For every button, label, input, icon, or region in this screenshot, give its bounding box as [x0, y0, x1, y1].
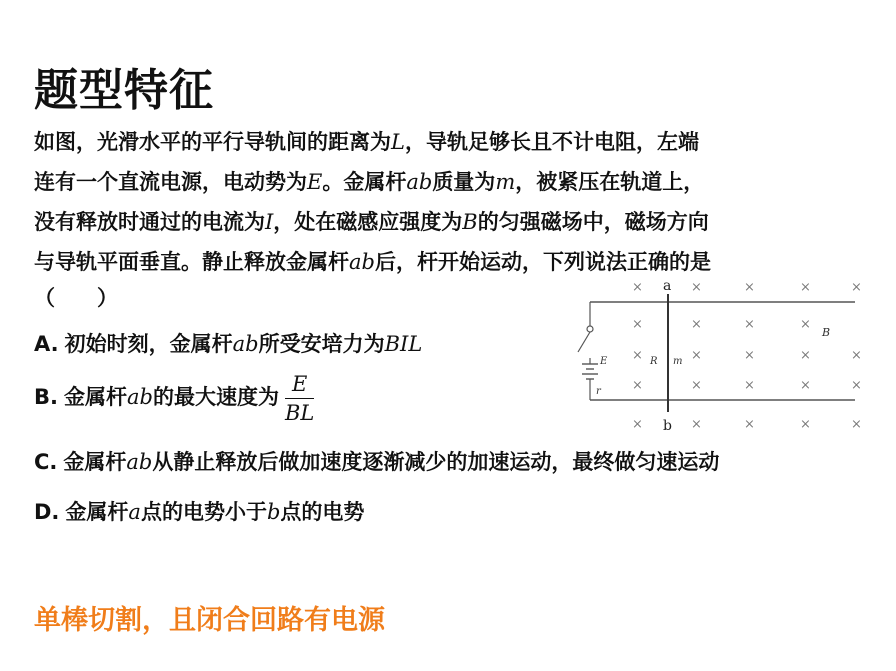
- magnetic-field-crosses: [632, 280, 862, 432]
- field-cross-mark: ×: [691, 417, 702, 432]
- stem-line-1: 如图，光滑水平的平行导轨间的距离为L，导轨足够长且不计电阻，左端: [34, 129, 699, 154]
- field-cross-mark: ×: [800, 348, 811, 363]
- circuit-diagram: [560, 272, 880, 434]
- footer-summary: 单棒切割，且闭合回路有电源: [34, 605, 385, 636]
- fraction-denominator: BL: [284, 401, 315, 425]
- switch-blade: [578, 332, 590, 352]
- label-e: E: [600, 356, 608, 367]
- label-b: b: [663, 418, 672, 434]
- field-cross-mark: ×: [691, 280, 702, 295]
- field-cross-mark: ×: [851, 378, 862, 393]
- fraction-numerator: E: [285, 372, 314, 399]
- stem-line-4: 与导轨平面垂直。静止释放金属杆ab后，杆开始运动，下列说法正确的是: [34, 249, 711, 274]
- stem-line-3: 没有释放时通过的电流为I，处在磁感应强度为B的匀强磁场中，磁场方向: [34, 209, 709, 234]
- stem-line-2: 连有一个直流电源，电动势为E。金属杆ab质量为m，被紧压在轨道上，: [34, 169, 705, 194]
- field-cross-mark: ×: [744, 280, 755, 295]
- option-a[interactable]: A. 初始时刻，金属杆ab所受安培力为BIL: [34, 331, 423, 356]
- field-cross-mark: ×: [800, 378, 811, 393]
- field-cross-mark: ×: [800, 317, 811, 332]
- option-b[interactable]: B. 金属杆ab的最大速度为 $\frac{E}{BL}$: [34, 372, 315, 425]
- question-stem: [34, 122, 870, 282]
- label-a: a: [663, 278, 672, 294]
- field-cross-mark: ×: [800, 417, 811, 432]
- switch-terminal: [587, 326, 593, 332]
- field-cross-mark: ×: [632, 417, 643, 432]
- field-cross-mark: ×: [744, 348, 755, 363]
- label-field-b: B: [822, 326, 831, 339]
- field-cross-mark: ×: [744, 317, 755, 332]
- label-m: m: [673, 356, 683, 367]
- field-cross-mark: ×: [800, 280, 811, 295]
- field-cross-mark: ×: [691, 348, 702, 363]
- label-r-internal: r: [596, 386, 601, 397]
- option-d[interactable]: D. 金属杆a点的电势小于b点的电势: [34, 499, 365, 524]
- field-cross-mark: ×: [691, 317, 702, 332]
- field-cross-mark: ×: [851, 280, 862, 295]
- page-title: 题型特征: [34, 65, 214, 116]
- field-cross-mark: ×: [632, 280, 643, 295]
- field-cross-mark: ×: [691, 378, 702, 393]
- field-cross-mark: ×: [632, 317, 643, 332]
- field-cross-mark: ×: [851, 417, 862, 432]
- option-c[interactable]: C. 金属杆ab从静止释放后做加速度逐渐减少的加速运动，最终做匀速运动: [34, 449, 720, 474]
- field-cross-mark: ×: [632, 378, 643, 393]
- field-cross-mark: ×: [851, 348, 862, 363]
- fraction: [285, 372, 314, 425]
- label-r: R: [650, 356, 658, 367]
- field-cross-mark: ×: [744, 417, 755, 432]
- field-cross-mark: ×: [632, 348, 643, 363]
- field-cross-mark: ×: [744, 378, 755, 393]
- answer-bracket: （ ）: [34, 285, 118, 310]
